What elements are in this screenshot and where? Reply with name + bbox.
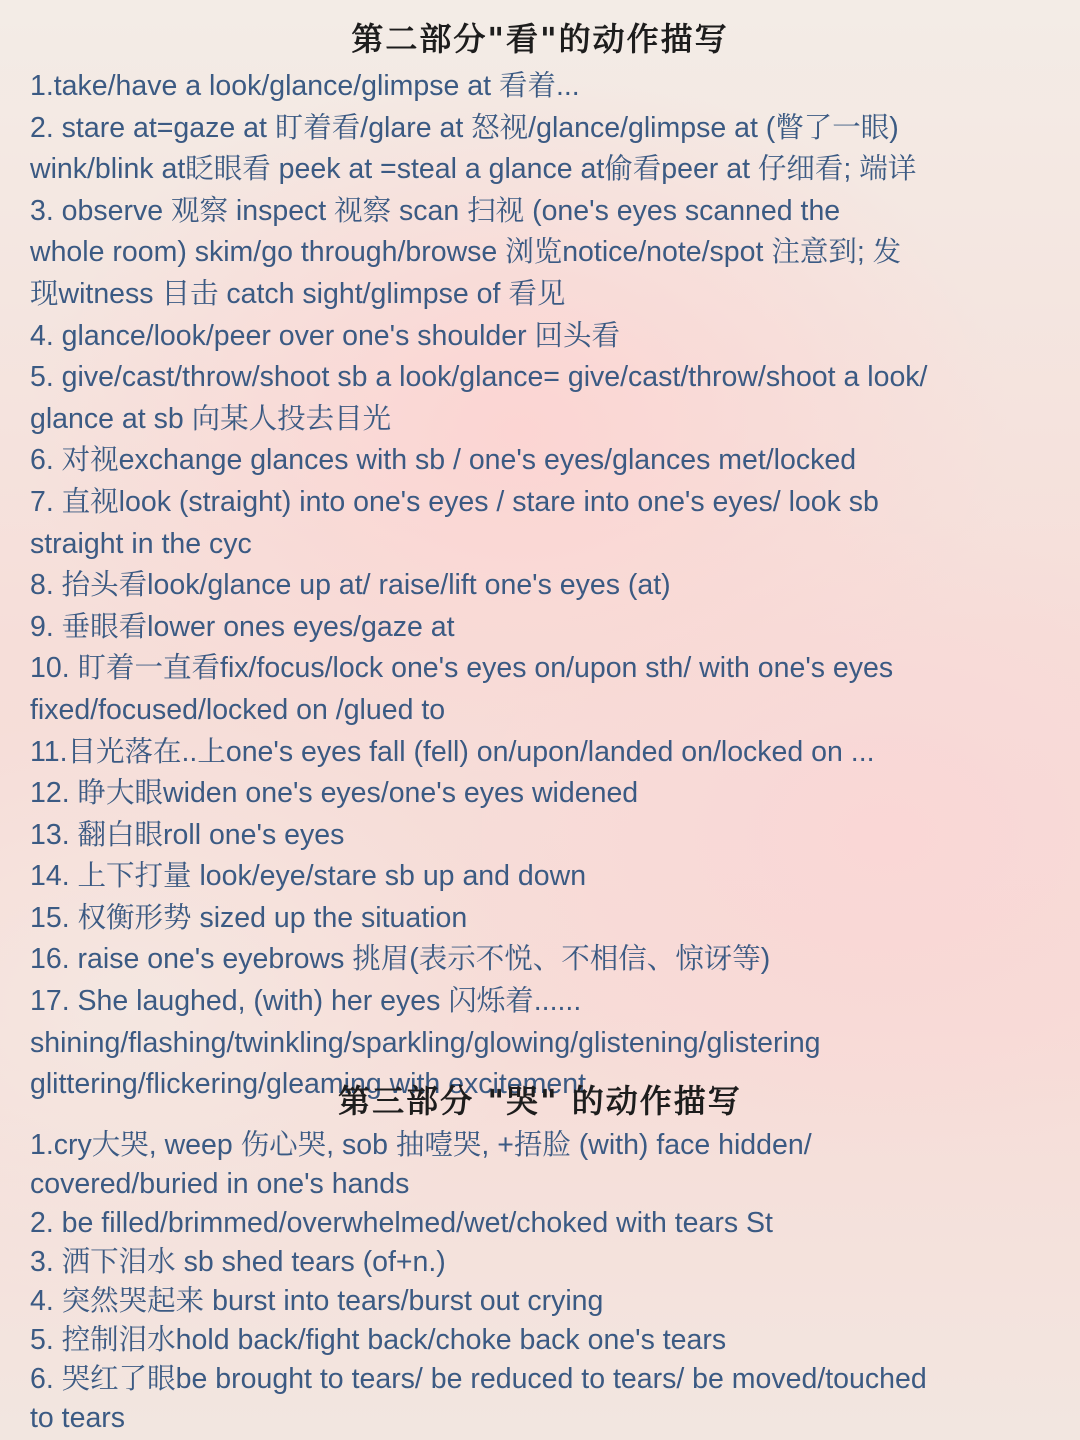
list-item: 11.目光落在..上one's eyes fall (fell) on/upon/landed on/locked on ... xyxy=(30,735,875,768)
list-item: straight in the cyc xyxy=(30,527,252,560)
list-item: 3. observe 观察 inspect 视察 scan 扫视 (one's eyes scanned the xyxy=(30,194,841,227)
list-item: 10. 盯着一直看fix/focus/lock one's eyes on/upon sth/ with one's eyes xyxy=(30,652,894,685)
list-item: 4. 突然哭起来 burst into tears/burst out crying xyxy=(30,1285,604,1317)
list-item: whole room) skim/go through/browse 浏览notice/note/spot 注意到; 发 xyxy=(30,236,902,269)
list-item: covered/buried in one's hands xyxy=(30,1168,410,1200)
list-item: 1.take/have a look/glance/glimpse at 看着... xyxy=(30,70,580,102)
list-item: 现witness 目击 catch sight/glimpse of 看见 xyxy=(30,277,566,310)
list-item: glance at sb 向某人投去目光 xyxy=(30,402,392,435)
list-item: 16. raise one's eyebrows 挑眉(表示不悦、不相信、惊讶等) xyxy=(30,943,771,976)
list-item: 9. 垂眼看lower ones eyes/gaze at xyxy=(30,610,455,643)
list-item: shining/flashing/twinkling/sparkling/glowing/glistening/glistering xyxy=(30,1026,821,1059)
list-item: 3. 洒下泪水 sb shed tears (of+n.) xyxy=(30,1246,446,1278)
list-item: 8. 抬头看look/glance up at/ raise/lift one's eyes (at) xyxy=(30,569,671,602)
list-item: 6. 哭红了眼be brought to tears/ be reduced to tears/ be moved/touched xyxy=(30,1363,927,1395)
section-title-look: 第二部分"看"的动作描写 xyxy=(351,20,729,58)
look-phrase-list xyxy=(30,66,1060,1106)
list-item: to tears xyxy=(30,1402,126,1434)
list-item: 15. 权衡形势 sized up the situation xyxy=(30,901,468,934)
list-item: 2. be filled/brimmed/overwhelmed/wet/choked with tears St xyxy=(30,1207,773,1239)
section-title-cry: 第三部分 "哭" 的动作描写 xyxy=(338,1082,742,1120)
list-item: 17. She laughed, (with) her eyes 闪烁着...... xyxy=(30,985,582,1018)
list-item: 14. 上下打量 look/eye/stare sb up and down xyxy=(30,860,587,893)
list-item: 12. 睁大眼widen one's eyes/one's eyes widened xyxy=(30,777,639,810)
list-item: 1.cry大哭, weep 伤心哭, sob 抽噎哭, +捂脸 (with) face hidden/ xyxy=(30,1129,812,1161)
list-item: 5. 控制泪水hold back/fight back/choke back one's tears xyxy=(30,1324,727,1356)
list-item: 13. 翻白眼roll one's eyes xyxy=(30,818,345,851)
list-item: fixed/focused/locked on /glued to xyxy=(30,693,446,726)
list-item: 4. glance/look/peer over one's shoulder 回头看 xyxy=(30,319,621,352)
list-item: wink/blink at眨眼看 peek at =steal a glance at偷看peer at 仔细看; 端详 xyxy=(30,153,917,186)
list-item: 5. give/cast/throw/shoot sb a look/glance= give/cast/throw/shoot a look/ xyxy=(30,361,928,394)
list-item: glittering/flickering/gleaming with excitement xyxy=(30,1068,587,1101)
list-item: 2. stare at=gaze at 盯着看/glare at 怒视/glance/glimpse at (瞥了一眼) xyxy=(30,111,899,144)
cry-phrase-list xyxy=(30,1126,1060,1438)
list-item: 7. 直视look (straight) into one's eyes / stare into one's eyes/ look sb xyxy=(30,485,879,518)
list-item: 6. 对视exchange glances with sb / one's eyes/glances met/locked xyxy=(30,444,857,477)
